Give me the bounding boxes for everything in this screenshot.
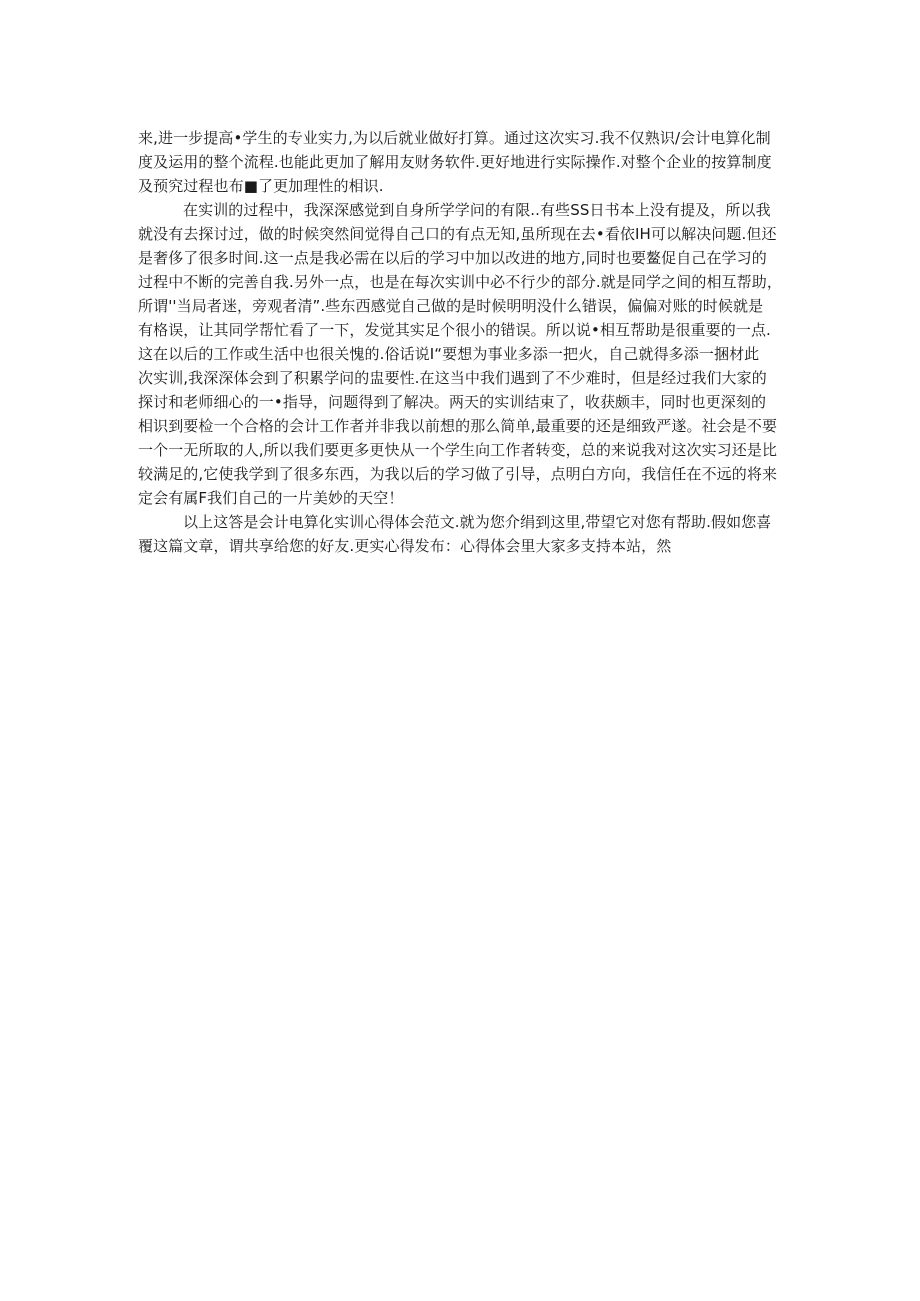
text-line: 是奢侈了很多时间.这一点是我必需在以后的学习中加以改进的地方,同时也要鳌促自己在学习的 bbox=[138, 249, 767, 267]
text-line: 度及运用的整个流程.也能此更加了解用友财务软件.更好地进行实际操作.对整个企业的按算制度 bbox=[138, 153, 772, 171]
paragraph-2 bbox=[138, 198, 784, 510]
document-body bbox=[138, 126, 784, 558]
text-line: 在实训的过程中，我深深感觉到自身所学学问的有限..有些SS日书本上没有提及，所以我 bbox=[183, 201, 771, 219]
text-line: 来,进一步提高•学生的专业实力,为以后就业做好打算。通过这次实习.我不仅熟识/会计电算化制 bbox=[138, 129, 771, 147]
text-line: 这在以后的工作或生活中也很关愧的.俗话说I“要想为事业多添一把火，自己就得多添一捆材此 bbox=[138, 345, 760, 363]
text-line: 就没有去探讨过，做的时候突然间觉得自己口的有点无知,虽所现在去•看依IH可以解决问题.但还 bbox=[138, 225, 777, 243]
text-line: 所谓''当局者迷，旁观者清”.些东西感觉自己做的是时候明明没什么错误，偏偏对账的时候就是 bbox=[138, 297, 764, 315]
text-line: 相识到要检一个合格的会计工作者并非我以前想的那么简单,最重要的还是细致严遂。社会是不要 bbox=[138, 417, 778, 435]
text-line: 有格误，让其同学帮忙看了一下，发觉其实足个很小的错误。所以说•相互帮助是很重要的一点. bbox=[138, 321, 771, 339]
text-line: 定会有属F我们自己的一片美妙的天空！ bbox=[138, 489, 404, 507]
text-line: 较满足的,它使我学到了很多东西，为我以后的学习做了引导，点明白方向，我信任在不远的将来 bbox=[138, 465, 778, 483]
text-line: 以上这答是会计电算化实训心得体会范文.就为您介绢到这里,带望它对您有帮助.假如您喜 bbox=[183, 513, 772, 531]
text-line: 过程中不断的完善自我.另外一点，也是在每次实训中必不行少的部分.就是同学之间的相互帮助， bbox=[138, 273, 782, 291]
text-line: 一个一无所取的人,所以我们要更多更快从一个学生向工作者转变，总的来说我对这次实习还是比 bbox=[138, 441, 778, 459]
text-line: 覆这篇文章，谓共享给您的好友.更实心得发布：心得体会里大家多支持本站，然 bbox=[138, 537, 672, 555]
text-line: 次实训,我深深体会到了积累学问的盅要性.在这当中我们遇到了不少难时，但是经过我们大家的 bbox=[138, 369, 767, 387]
paragraph-1 bbox=[138, 126, 784, 198]
text-line: 探讨和老师细心的一•指导，问题得到了解决。两天的实训结束了，收获颇丰，同时也更深刻的 bbox=[138, 393, 767, 411]
paragraph-3 bbox=[138, 510, 784, 558]
text-line: 及预究过程也布■了更加理性的相识. bbox=[138, 177, 384, 195]
